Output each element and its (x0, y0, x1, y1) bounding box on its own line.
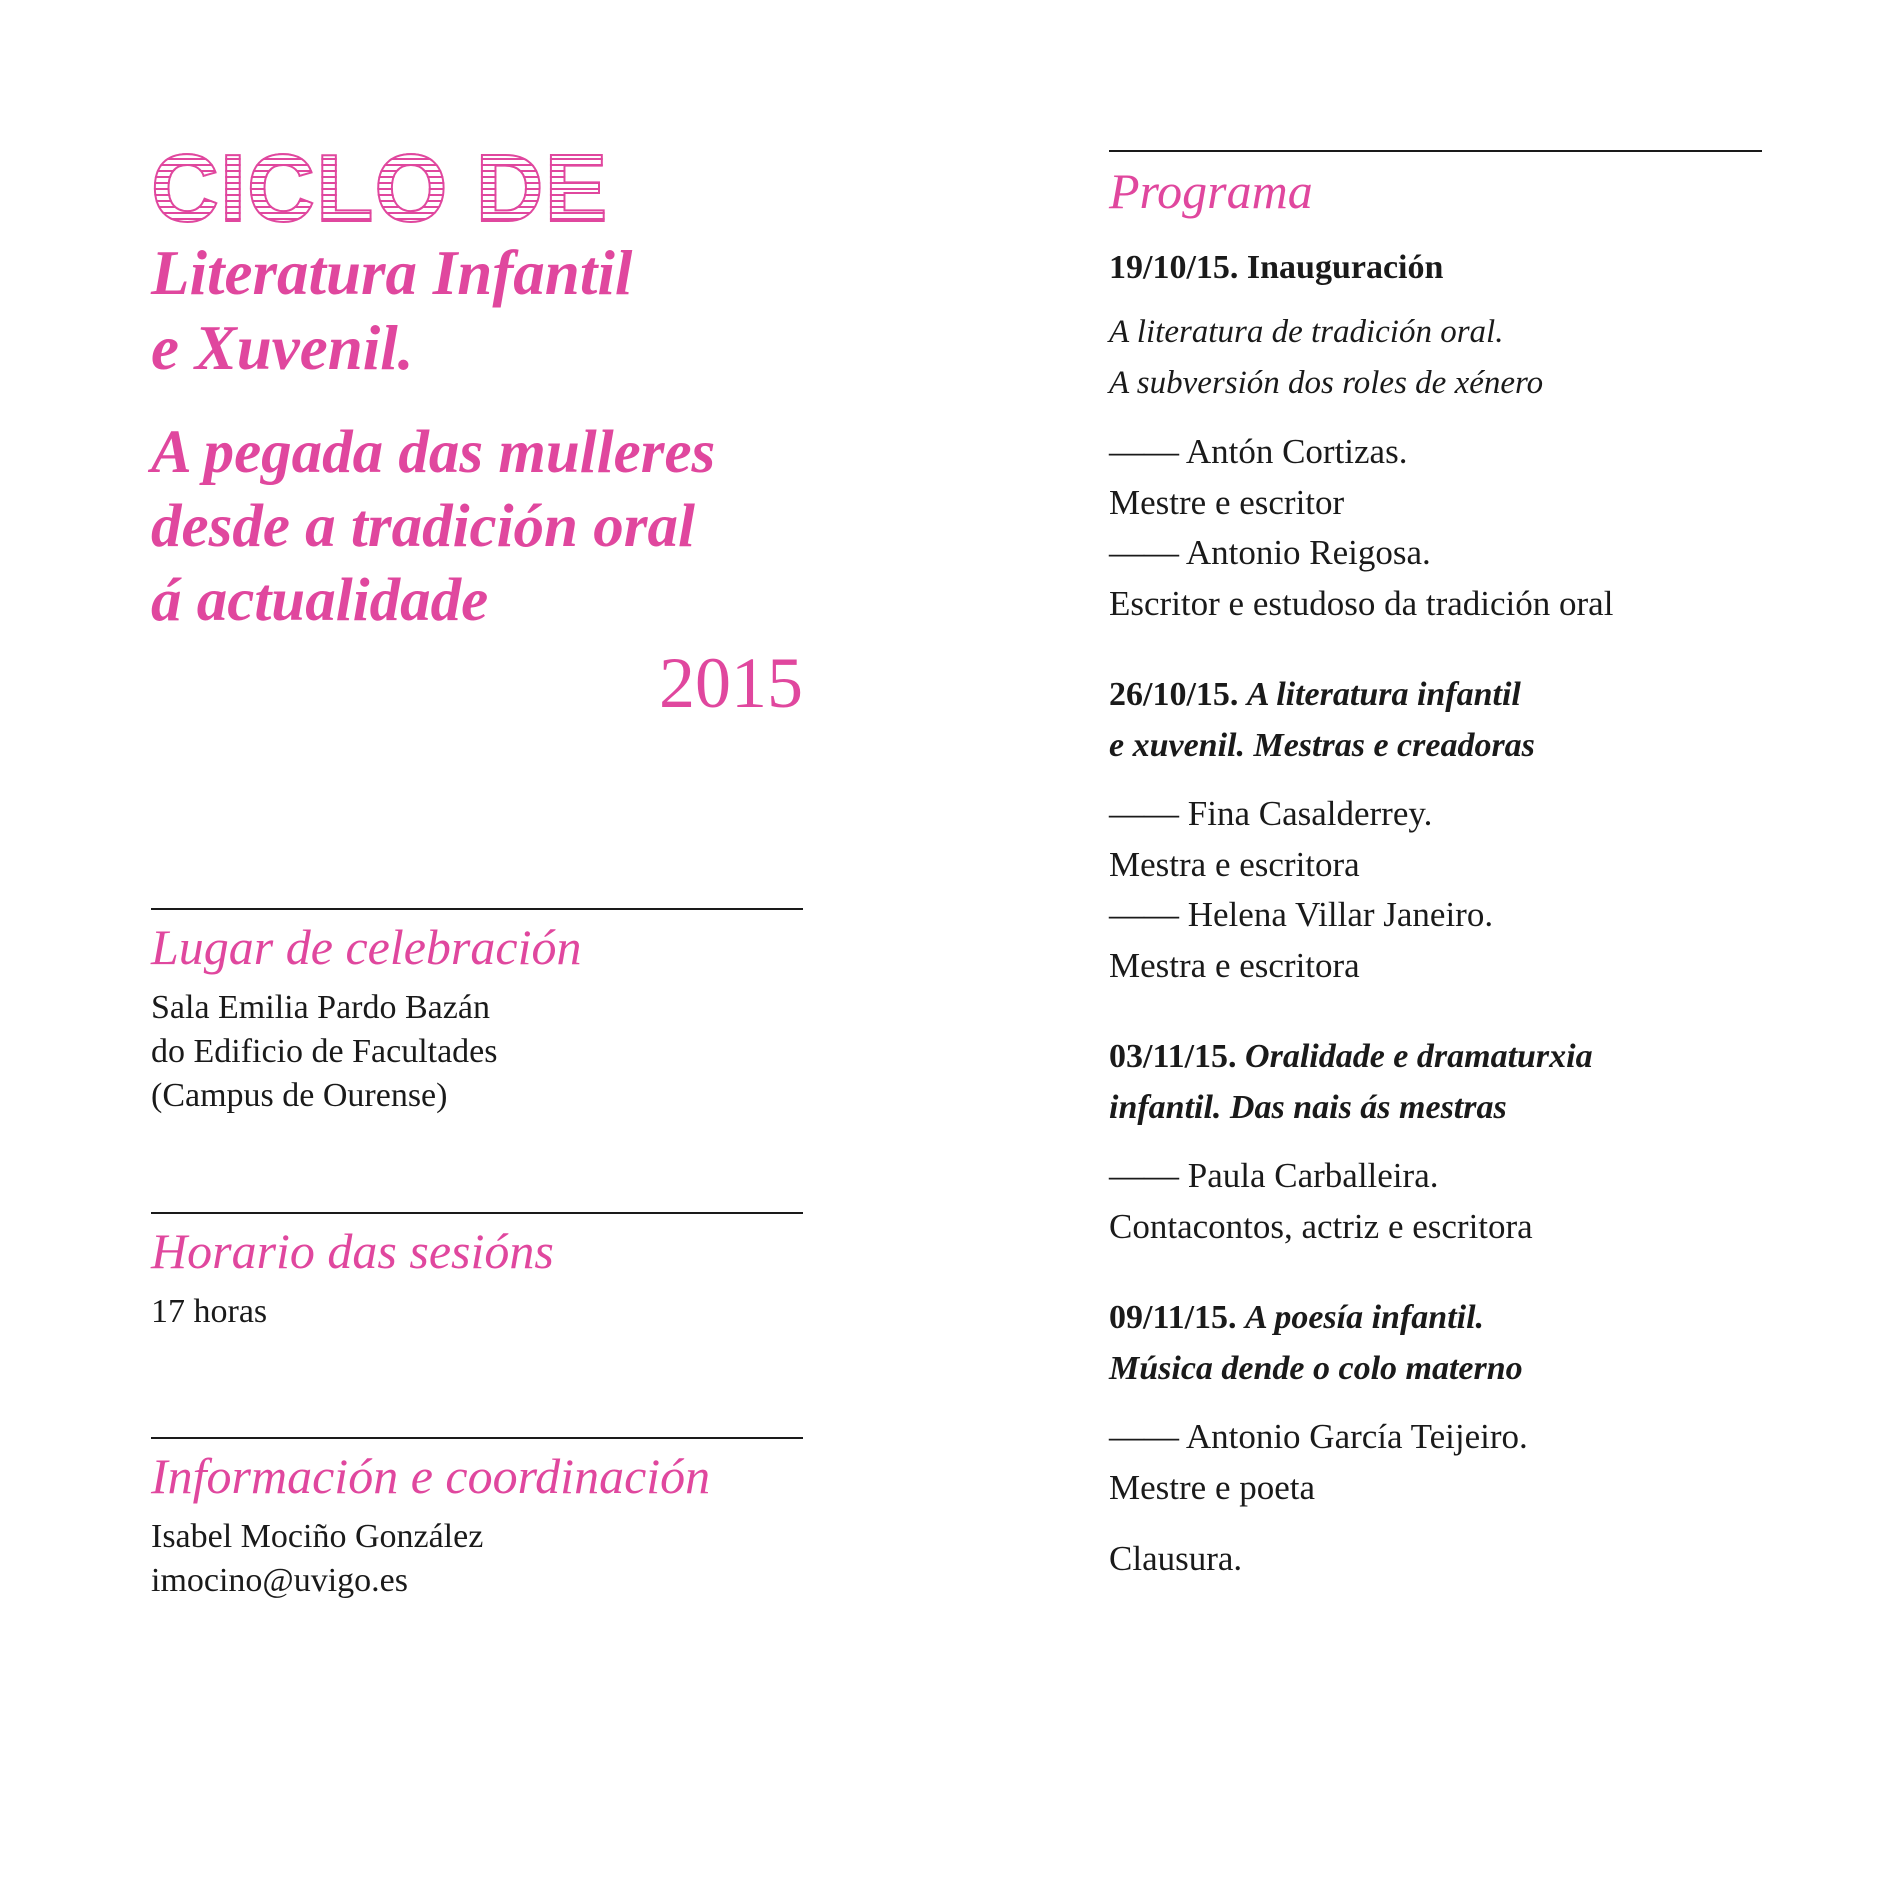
cycle-subtitle-line: á actualidade (151, 567, 489, 634)
section-divider (151, 1212, 803, 1214)
cycle-subtitle-line: desde a tradición oral (151, 493, 695, 560)
contact-text (151, 1515, 803, 1603)
cycle-title (151, 236, 803, 386)
cycle-title-line: e Xuvenil. (151, 313, 414, 383)
session-title: A literatura infantil (1246, 676, 1521, 713)
session-date: 09/11/15. (1109, 1299, 1237, 1336)
session-item (1109, 1031, 1761, 1252)
section-divider (151, 908, 803, 910)
cycle-subtitle-line: A pegada das mulleres (151, 419, 716, 486)
speaker-line: Mestre e escritor (1109, 482, 1345, 522)
speaker-line: Mestra e escritora (1109, 844, 1360, 884)
cycle-title-line: Literatura Infantil (151, 238, 633, 308)
session-date: 19/10/15. (1109, 249, 1239, 286)
speaker-line: —— Antonio Reigosa. (1109, 533, 1431, 572)
section-divider (151, 1437, 803, 1439)
session-speakers (1109, 1412, 1761, 1513)
session-title: A poesía infantil. (1245, 1299, 1485, 1336)
programa-section (1109, 150, 1761, 1584)
session-item (1109, 242, 1761, 629)
session-date: 26/10/15. (1109, 676, 1239, 713)
venue-line: (Campus de Ourense) (151, 1077, 448, 1114)
contact-section (151, 1437, 803, 1603)
schedule-text (151, 1290, 803, 1334)
section-divider (1109, 150, 1762, 152)
session-item (1109, 1292, 1761, 1513)
speaker-line: —— Fina Casalderrey. (1109, 794, 1433, 833)
speaker-line: Mestra e escritora (1109, 945, 1360, 985)
session-header (1109, 669, 1761, 771)
schedule-hours: 17 horas (151, 1293, 268, 1330)
session-description-line: A subversión dos roles de xénero (1109, 365, 1544, 401)
programa-heading: Programa (1109, 163, 1313, 219)
session-header (1109, 1292, 1761, 1394)
cycle-year: 2015 (659, 643, 803, 723)
venue-line: Sala Emilia Pardo Bazán (151, 989, 490, 1026)
session-item (1109, 669, 1761, 991)
speaker-line: Escritor e estudoso da tradición oral (1109, 583, 1614, 623)
schedule-section (151, 1212, 803, 1334)
session-header (1109, 1031, 1761, 1133)
speaker-line: —— Antonio García Teijeiro. (1109, 1417, 1528, 1456)
venue-text (151, 986, 803, 1118)
speaker-line: —— Paula Carballeira. (1109, 1156, 1439, 1195)
session-title: Inauguración (1246, 249, 1444, 286)
contact-heading: Información e coordinación (151, 1448, 711, 1504)
session-header (1109, 242, 1761, 293)
session-description-line: A literatura de tradición oral. (1109, 314, 1504, 350)
session-title: Oralidade e dramaturxia (1245, 1038, 1593, 1075)
venue-heading: Lugar de celebración (151, 919, 582, 975)
session-speakers (1109, 427, 1761, 629)
cycle-subtitle (151, 416, 803, 638)
session-speakers (1109, 789, 1761, 991)
session-date: 03/11/15. (1109, 1038, 1237, 1075)
speaker-line: Contacontos, actriz e escritora (1109, 1206, 1533, 1246)
schedule-heading: Horario das sesións (151, 1223, 554, 1279)
speaker-line: —— Helena Villar Janeiro. (1109, 895, 1494, 934)
contact-email[interactable]: imocino@uvigo.es (151, 1562, 409, 1599)
speaker-line: —— Antón Cortizas. (1109, 432, 1408, 471)
session-description (1109, 307, 1761, 409)
venue-line: do Edificio de Facultades (151, 1033, 498, 1070)
session-title: infantil. Das nais ás mestras (1109, 1089, 1507, 1126)
session-title: Música dende o colo materno (1109, 1350, 1523, 1387)
venue-section (151, 908, 803, 1118)
header-block (151, 135, 803, 728)
ciclo-logo-text: CICLO DE (151, 146, 790, 232)
session-title: e xuvenil. Mestras e creadoras (1109, 727, 1535, 764)
contact-name: Isabel Mociño González (151, 1518, 484, 1555)
closing-text: Clausura. (1109, 1539, 1243, 1578)
session-speakers (1109, 1151, 1761, 1252)
speaker-line: Mestre e poeta (1109, 1467, 1316, 1507)
